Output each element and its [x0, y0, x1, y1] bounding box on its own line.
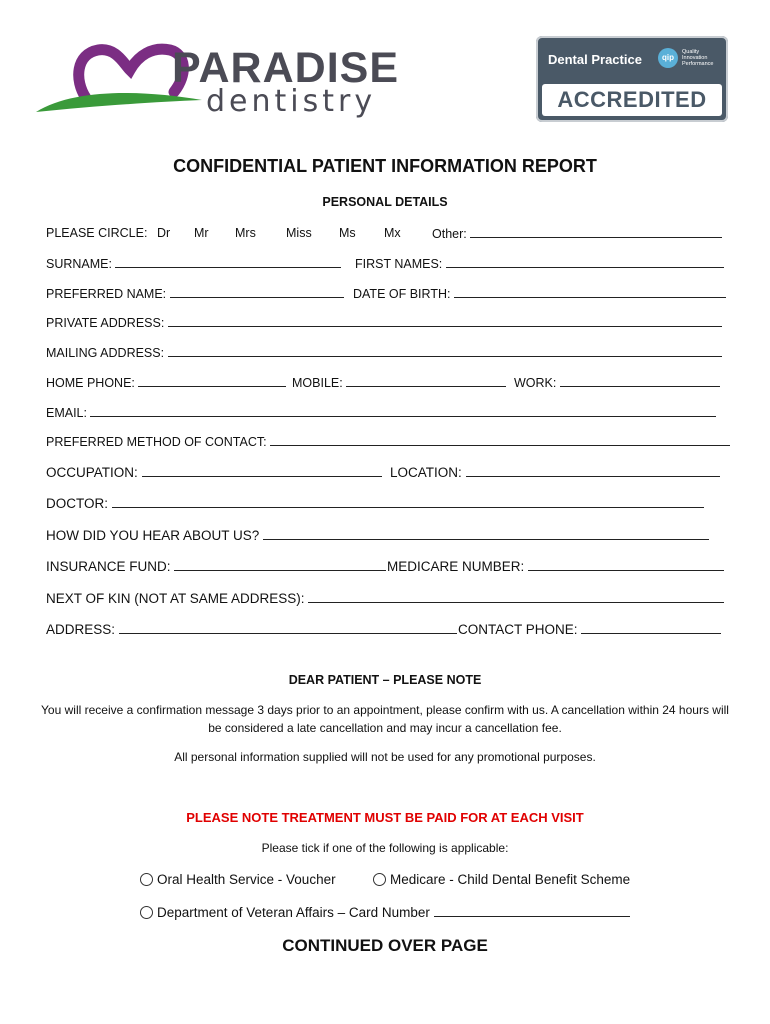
medicare-input[interactable]	[528, 558, 724, 571]
oral-health-label: Oral Health Service - Voucher	[157, 872, 336, 887]
brand-sub: dentistry	[206, 84, 377, 119]
private-address-label: PRIVATE ADDRESS:	[46, 316, 165, 330]
surname-label: SURNAME:	[46, 257, 112, 271]
payment-note: PLEASE NOTE TREATMENT MUST BE PAID FOR AT EACH VISIT	[186, 810, 584, 825]
hear-about-input[interactable]	[263, 527, 709, 540]
other-input[interactable]	[470, 226, 722, 238]
title-option-mx[interactable]: Mx	[384, 226, 401, 240]
note-line-3: All personal information supplied will not be used for any promotional purposes.	[174, 750, 596, 764]
badge-bottom-text: ACCREDITED	[557, 87, 707, 112]
next-of-kin-row	[46, 590, 724, 606]
preferred-contact-row	[46, 434, 730, 449]
email-label: EMAIL:	[46, 406, 87, 420]
continued-over-page: CONTINUED OVER PAGE	[282, 936, 488, 955]
home-phone-input[interactable]	[138, 375, 286, 387]
dva-card-number-input[interactable]	[434, 904, 630, 917]
option-oral-health[interactable]	[140, 872, 336, 887]
title-option-dr[interactable]: Dr	[157, 226, 171, 240]
email-input[interactable]	[90, 405, 716, 417]
title-row	[46, 226, 467, 241]
paradise-logo	[34, 40, 414, 130]
mobile-input[interactable]	[346, 375, 506, 387]
doctor-row	[46, 495, 704, 511]
private-address-input[interactable]	[168, 315, 722, 327]
kin-address-label: ADDRESS:	[46, 622, 116, 637]
dva-label: Department of Veteran Affairs – Card Number	[157, 905, 430, 920]
preferred-name-label: PREFERRED NAME:	[46, 287, 167, 301]
preferred-name-row	[46, 286, 344, 301]
other-label: Other:	[432, 227, 467, 241]
title-option-mrs[interactable]: Mrs	[235, 226, 256, 240]
page-title: CONFIDENTIAL PATIENT INFORMATION REPORT	[173, 156, 597, 176]
please-circle-label: PLEASE CIRCLE:	[46, 226, 148, 240]
private-address-row	[46, 315, 722, 330]
dob-input[interactable]	[454, 286, 726, 298]
location-input[interactable]	[466, 464, 720, 477]
surname-row	[46, 256, 341, 271]
kin-address-input[interactable]	[119, 621, 457, 634]
next-of-kin-input[interactable]	[308, 590, 724, 603]
email-row	[46, 405, 716, 420]
medicare-child-radio[interactable]	[373, 873, 386, 886]
first-names-row	[355, 256, 724, 271]
medicare-child-label: Medicare - Child Dental Benefit Scheme	[390, 872, 631, 887]
title-option-miss[interactable]: Miss	[286, 226, 312, 240]
doctor-input[interactable]	[112, 495, 704, 508]
hear-about-label: HOW DID YOU HEAR ABOUT US?	[46, 528, 260, 543]
first-names-input[interactable]	[446, 256, 724, 268]
title-option-ms[interactable]: Ms	[339, 226, 356, 240]
section-heading: PERSONAL DETAILS	[322, 195, 448, 209]
accreditation-badge	[536, 36, 728, 122]
home-phone-label: HOME PHONE:	[46, 376, 135, 390]
doctor-label: DOCTOR:	[46, 496, 109, 511]
note-line-1: You will receive a confirmation message 3 days prior to an appointment, please confirm with us. A cancellation within 24 hours will	[41, 703, 729, 717]
qip-icon: qip	[658, 48, 678, 68]
work-input[interactable]	[560, 375, 720, 387]
title-option-mr[interactable]: Mr	[194, 226, 209, 240]
surname-input[interactable]	[115, 256, 341, 268]
kin-address-row	[46, 621, 457, 637]
preferred-contact-input[interactable]	[270, 434, 730, 446]
brand-main: PARADISE	[172, 44, 400, 92]
mailing-address-label: MAILING ADDRESS:	[46, 346, 165, 360]
dob-label: DATE OF BIRTH:	[353, 287, 451, 301]
medicare-label: MEDICARE NUMBER:	[387, 559, 525, 574]
location-label: LOCATION:	[390, 465, 462, 480]
contact-phone-row	[458, 621, 721, 637]
mobile-row	[292, 375, 506, 390]
occupation-input[interactable]	[142, 464, 382, 477]
contact-phone-input[interactable]	[581, 621, 721, 634]
option-dva[interactable]	[140, 904, 630, 920]
insurance-row	[46, 558, 386, 574]
badge-bottom-box	[542, 84, 722, 116]
location-row	[390, 464, 720, 480]
work-row	[514, 375, 720, 390]
insurance-input[interactable]	[174, 558, 386, 571]
badge-top-text: Dental Practice	[548, 52, 642, 67]
mobile-label: MOBILE:	[292, 376, 343, 390]
preferred-name-input[interactable]	[170, 286, 344, 298]
qip-text: Quality Innovation Performance	[682, 49, 714, 67]
oral-health-radio[interactable]	[140, 873, 153, 886]
medicare-row	[387, 558, 724, 574]
dva-radio[interactable]	[140, 906, 153, 919]
first-names-label: FIRST NAMES:	[355, 257, 443, 271]
mailing-address-row	[46, 345, 722, 360]
hear-about-row	[46, 527, 709, 543]
home-phone-row	[46, 375, 286, 390]
tick-intro: Please tick if one of the following is applicable:	[261, 841, 509, 855]
dob-row	[353, 286, 726, 301]
note-heading: DEAR PATIENT – PLEASE NOTE	[288, 673, 482, 687]
other-field[interactable]	[432, 226, 722, 241]
note-line-2: be considered a late cancellation and may incur a cancellation fee.	[208, 721, 562, 735]
occupation-row	[46, 464, 382, 480]
contact-phone-label: CONTACT PHONE:	[458, 622, 578, 637]
insurance-label: INSURANCE FUND:	[46, 559, 171, 574]
option-medicare-child[interactable]	[373, 872, 630, 887]
mailing-address-input[interactable]	[168, 345, 722, 357]
work-label: WORK:	[514, 376, 557, 390]
occupation-label: OCCUPATION:	[46, 465, 138, 480]
next-of-kin-label: NEXT OF KIN (NOT AT SAME ADDRESS):	[46, 591, 305, 606]
preferred-contact-label: PREFERRED METHOD OF CONTACT:	[46, 435, 267, 449]
